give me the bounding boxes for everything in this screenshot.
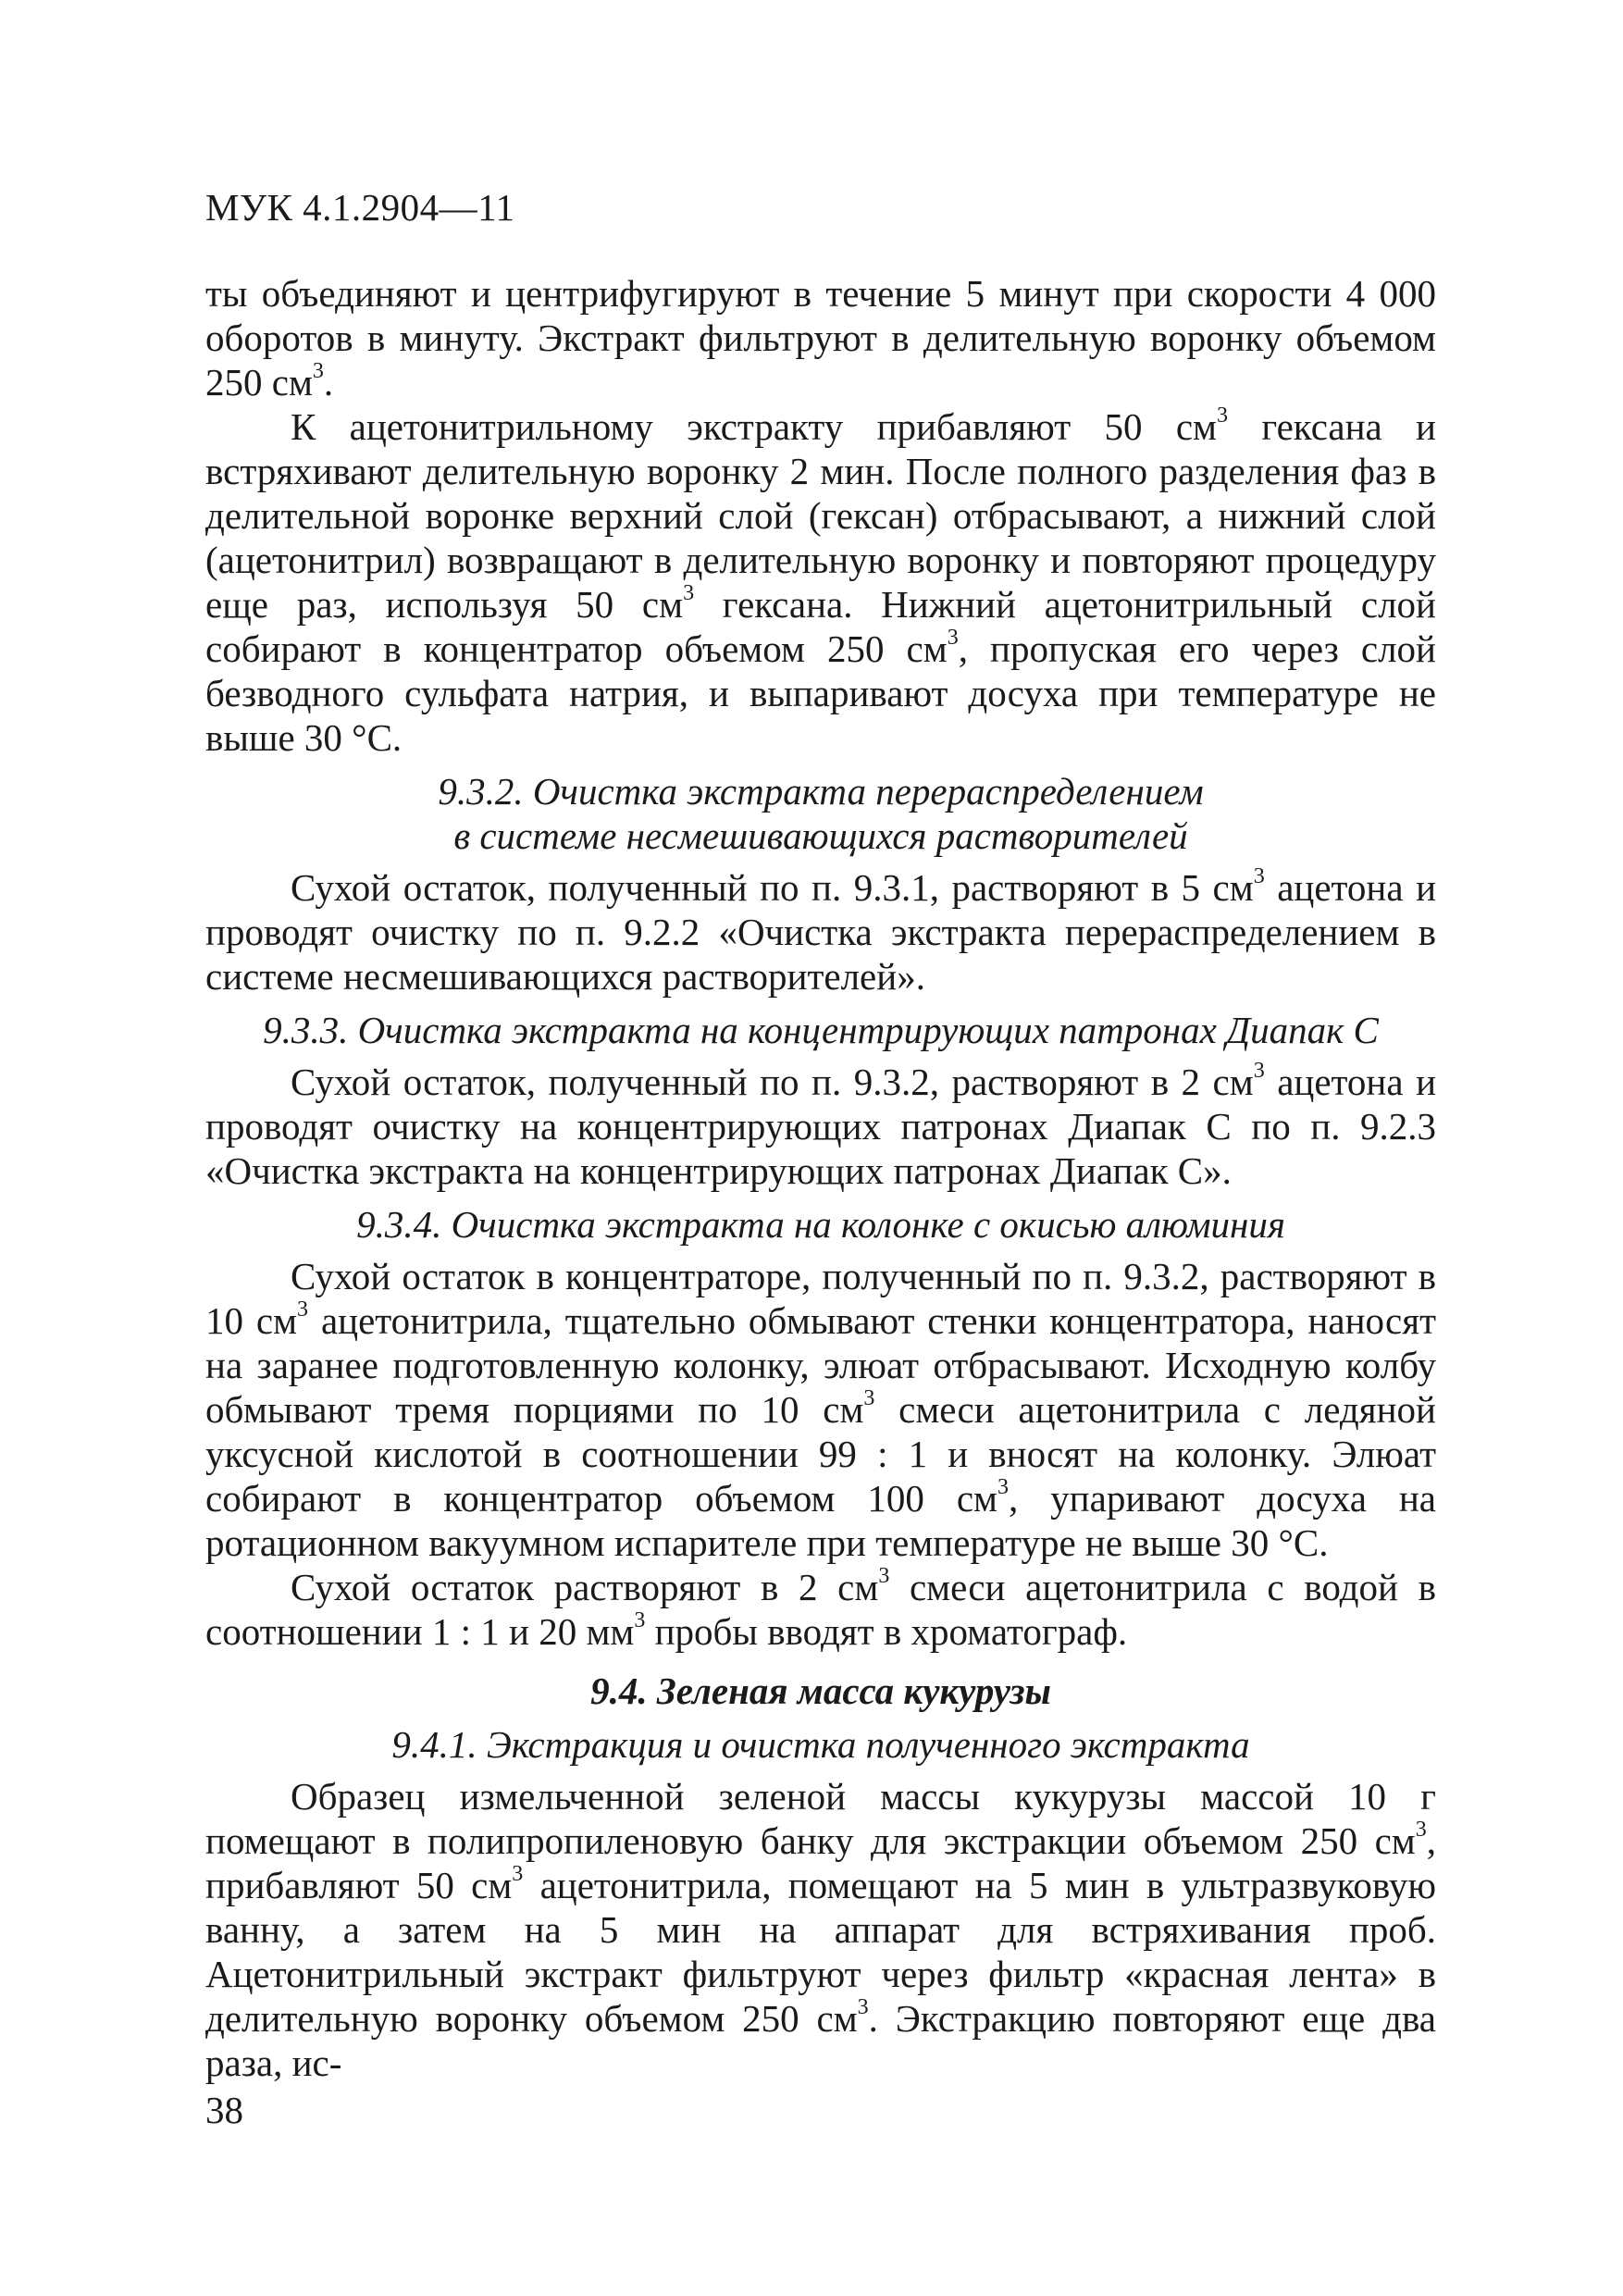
subsection-heading-9-3-2: 9.3.2. Очистка экстракта перераспределением в системе несмешивающихся растворителей [438, 770, 1204, 857]
page-body [205, 271, 1436, 2085]
subsection-heading-9-4-1: 9.4.1. Экстракция и очистка полученного экстракта [391, 1723, 1250, 1766]
paragraph-9-3-3: Сухой остаток, полученный по п. 9.3.2, растворяют в 2 $см^3$ ацетона и проводят очистку на концентрирующих патронах Диапак С по п. 9.2.3 «Очистка экстракта на концентрирующих патронах Диапак С». [205, 1059, 1437, 1192]
paragraph-9-3-4: Сухой остаток в концентраторе, полученный по п. 9.3.2, растворяют в 10 $см^3$ ацетонитрила, тщательно обмывают стенки концентратора, наносят на заранее подготовленную колонку, элюат отбрасывают. Исходную колбу обмывают тремя порциями по 10 $см^3$ смеси ацетонитрила с ледяной уксусной кислотой в соотношении 99 : 1 и вносят на колонку. Элюат собирают в концентратор объемом 100 $см^3$, упаривают досуха на ротационном вакуумном испарителе при температуре не выше 30 °С. [205, 1255, 1436, 1564]
paragraph-9-3-2: Сухой остаток, полученный по п. 9.3.1, растворяют в 5 $см^3$ ацетона и проводят очистку по п. 9.2.2 «Очистка экстракта перераспределением в системе несмешивающихся растворителей». [205, 864, 1437, 998]
paragraph-hexane-wash: К ацетонитрильному экстракту прибавляют 50 $см^3$ гексана и встряхивают делительную воронку 2 мин. После полного разделения фаз в делительной воронке верхний слой (гексан) отбрасывают, а нижний слой (ацетонитрил) возвращают в делительную воронку и повторяют процедуру еще раз, используя 50 $см^3$ гексана. Нижний ацетонитрильный слой собирают в концентратор объемом 250 $см^3$, пропуская его через слой безводного сульфата натрия, и выпаривают досуха при температуре не выше 30 °С. [205, 403, 1437, 759]
subsection-heading-9-3-4: 9.3.4. Очистка экстракта на колонке с окисью алюминия [356, 1203, 1285, 1246]
paragraph-9-4-1: Образец измельченной зеленой массы кукурузы массой 10 г помещают в полипропиленовую банку для экстракции объемом 250 $см^3$, прибавляют 50 $см^3$ ацетонитрила, помещают на 5 мин в ультразвуковую ванну, а затем на 5 мин на аппарат для встряхивания проб. Ацетонитрильный экстракт фильтруют через фильтр «красная лента» в делительную воронку объемом 250 $см^3$. Экстракцию повторяют еще два раза, ис- [205, 1775, 1437, 2084]
subsection-heading-9-3-3: 9.3.3. Очистка экстракта на концентрирующих патронах Диапак С [263, 1009, 1379, 1051]
paragraph-continuation: ты объединяют и центрифугируют в течение 5 минут при скорости 4 000 оборотов в минуту. Экстракт фильтруют в делительную воронку объемом 250 $см^3$. [205, 272, 1436, 403]
paragraph-chromatograph: Сухой остаток растворяют в 2 $см^3$ смеси ацетонитрила с водой в соотношении 1 : 1 и 20 $мм^3$ пробы вводят в хроматограф. [205, 1564, 1436, 1653]
page-number: 38 [205, 2089, 243, 2131]
running-header: МУК 4.1.2904—11 [205, 186, 515, 229]
section-heading-9-4: 9.4. Зеленая масса кукурузы [590, 1669, 1051, 1712]
